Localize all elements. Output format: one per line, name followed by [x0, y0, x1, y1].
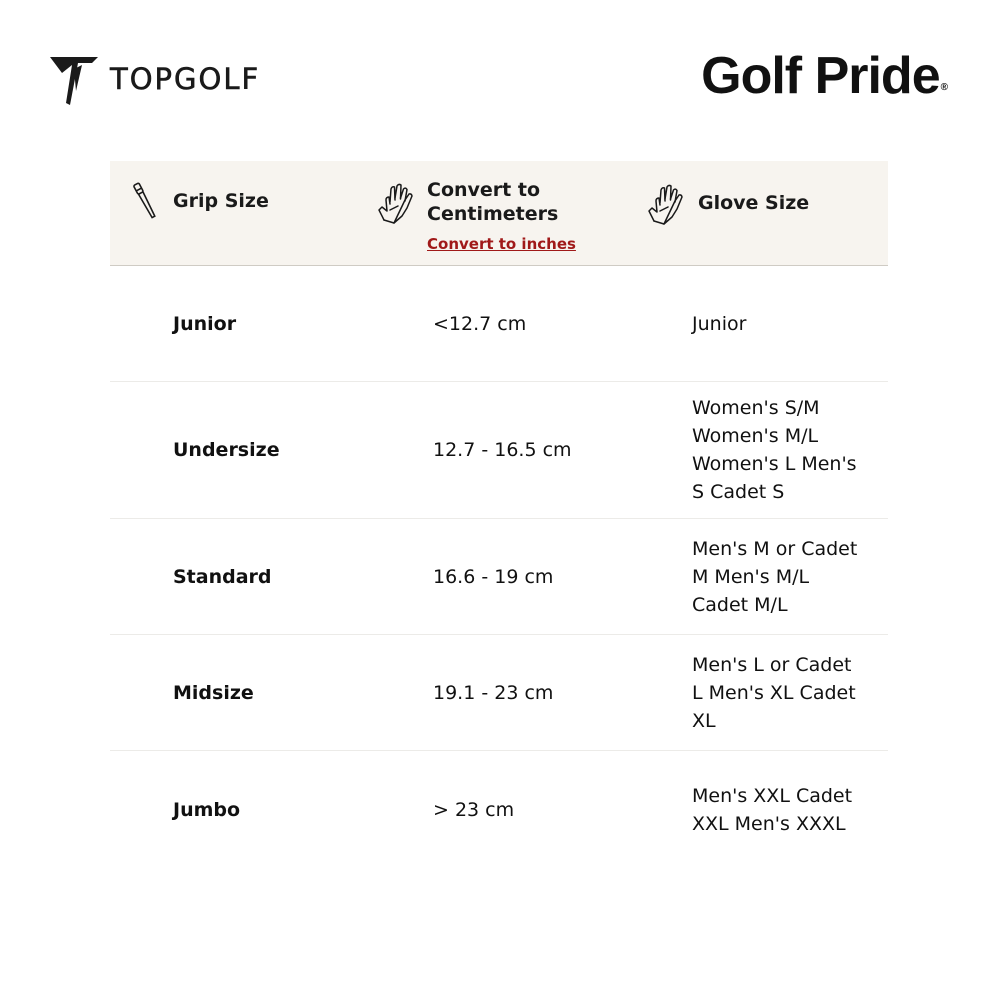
- centimeters-cell: 16.6 - 19 cm: [433, 565, 554, 588]
- centimeters-cell: <12.7 cm: [433, 312, 527, 335]
- glove-size-cell: [692, 382, 882, 518]
- glove-size-line: M Men's M/L: [692, 565, 810, 588]
- glove-icon: [376, 180, 416, 224]
- glove-size-cell: [692, 751, 882, 869]
- table-row: [110, 266, 888, 382]
- glove-size-line: Junior: [692, 312, 747, 335]
- centimeters-cell: 19.1 - 23 cm: [433, 681, 554, 704]
- glove-size-line: Women's M/L: [692, 425, 819, 447]
- topgolf-wordmark: TOPGOLF: [110, 62, 261, 96]
- glove-size-line: L Men's XL Cadet: [692, 681, 856, 704]
- convert-to-inches-link[interactable]: Convert to inches: [427, 235, 576, 253]
- convert-heading-line1: Convert to: [427, 179, 540, 201]
- grip-size-cell: Jumbo: [173, 799, 241, 821]
- glove-size-line: XXL Men's XXXL: [692, 813, 846, 835]
- grip-size-heading: Grip Size: [173, 190, 269, 212]
- glove-size-heading: Glove Size: [698, 192, 810, 214]
- centimeters-cell: 12.7 - 16.5 cm: [433, 439, 572, 461]
- glove-size-cell: [692, 519, 882, 634]
- registered-mark: ®: [940, 82, 948, 93]
- glove-size-cell: [692, 635, 882, 750]
- table-row: [110, 751, 888, 869]
- grip-size-cell: Midsize: [173, 681, 254, 704]
- topgolf-logo: [48, 50, 260, 108]
- table-body: [110, 266, 888, 869]
- golf-pride-wordmark: Golf Pride: [701, 47, 940, 105]
- grip-size-cell: Junior: [173, 312, 237, 335]
- grip-size-table: [110, 161, 888, 869]
- grip-size-cell: Undersize: [173, 439, 280, 461]
- glove-icon: [646, 181, 686, 225]
- table-row: [110, 519, 888, 635]
- glove-size-line: XL: [692, 709, 716, 732]
- table-row: [110, 635, 888, 751]
- topgolf-t-logo-icon: [48, 51, 100, 107]
- glove-size-line: Men's L or Cadet: [692, 653, 852, 676]
- glove-size-cell: [692, 266, 882, 381]
- header-convert: [376, 178, 576, 253]
- table-header: [110, 161, 888, 266]
- glove-size-line: Women's S/M: [692, 397, 820, 419]
- grip-size-cell: Standard: [173, 565, 272, 588]
- golf-pride-logo: [701, 46, 948, 106]
- golf-grip-icon: [128, 181, 162, 221]
- convert-heading-line2: Centimeters: [427, 203, 559, 225]
- glove-size-line: Men's M or Cadet: [692, 537, 858, 560]
- centimeters-cell: > 23 cm: [433, 799, 515, 821]
- glove-size-line: S Cadet S: [692, 481, 785, 503]
- glove-size-line: Cadet M/L: [692, 593, 788, 616]
- header-glove-size: [646, 181, 809, 225]
- glove-size-line: Women's L Men's: [692, 453, 857, 475]
- glove-size-line: Men's XXL Cadet: [692, 785, 853, 807]
- table-row: [110, 382, 888, 519]
- header-grip-size: [128, 181, 269, 221]
